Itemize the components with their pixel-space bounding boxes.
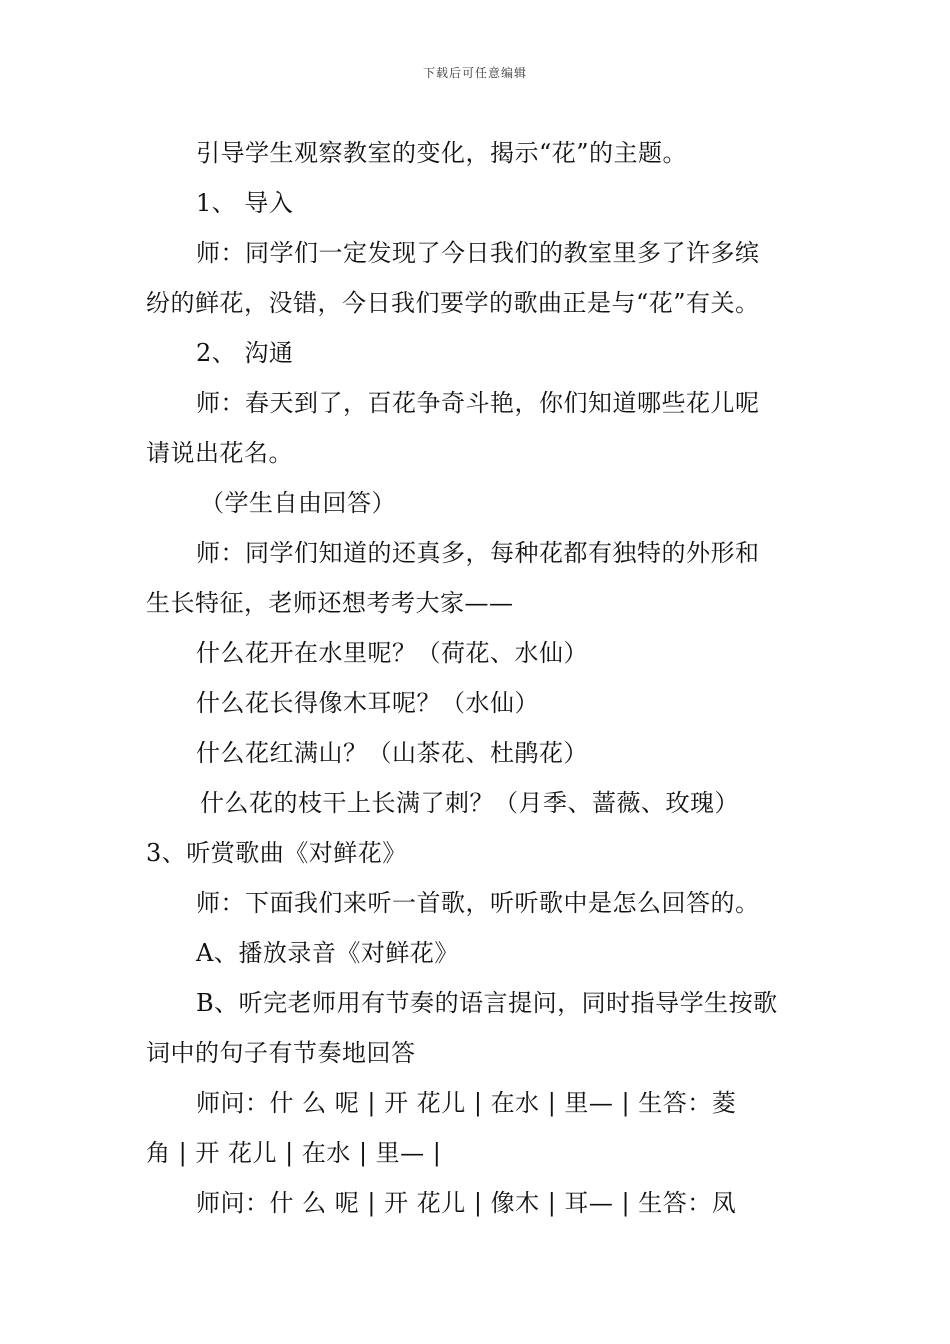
- rhythm-line: 师问：什 么 呢 | 开 花儿 | 在水 | 里— | 生答：菱: [196, 1089, 737, 1117]
- rhythm-line: 角 | 开 花儿 | 在水 | 里— |: [146, 1139, 442, 1167]
- step-line: A、播放录音《对鲜花》: [196, 939, 459, 967]
- paragraph-line: 词中的句子有节奏地回答: [146, 1039, 416, 1067]
- step-line: B、听完老师用有节奏的语言提问，同时指导学生按歌: [196, 989, 778, 1017]
- paragraph-line: 纷的鲜花，没错，今日我们要学的歌曲正是与“花”有关。: [146, 289, 760, 317]
- question-line: 什么花开在水里呢？（荷花、水仙）: [196, 639, 588, 667]
- section-heading-intro: 1、 导入: [196, 189, 294, 217]
- question-line: 什么花长得像木耳呢？（水仙）: [196, 689, 539, 717]
- question-line: 什么花的枝干上长满了刺？（月季、蔷薇、玫瑰）: [200, 789, 739, 817]
- paragraph-line: 师：春天到了，百花争奇斗艳，你们知道哪些花儿呢: [196, 389, 760, 417]
- paragraph-line: 师：同学们知道的还真多，每种花都有独特的外形和: [196, 539, 760, 567]
- paragraph-line: 师：下面我们来听一首歌，听听歌中是怎么回答的。: [196, 889, 760, 917]
- page-header: 下载后可任意编辑: [422, 66, 527, 80]
- paragraph-line: 引导学生观察教室的变化，揭示“花”的主题。: [196, 139, 688, 167]
- section-heading-listening: 3、听赏歌曲《对鲜花》: [146, 839, 407, 867]
- paragraph-line: 师：同学们一定发现了今日我们的教室里多了许多缤: [196, 239, 760, 267]
- question-line: 什么花红满山？（山茶花、杜鹃花）: [196, 739, 588, 767]
- rhythm-line: 师问：什 么 呢 | 开 花儿 | 像木 | 耳— | 生答：凤: [196, 1189, 737, 1217]
- paragraph-line: 请说出花名。: [146, 439, 293, 467]
- document-body: [146, 128, 808, 1228]
- paragraph-line: （学生自由回答）: [200, 489, 396, 517]
- section-heading-communicate: 2、 沟通: [196, 339, 294, 367]
- paragraph-line: 生长特征，老师还想考考大家——: [146, 589, 514, 617]
